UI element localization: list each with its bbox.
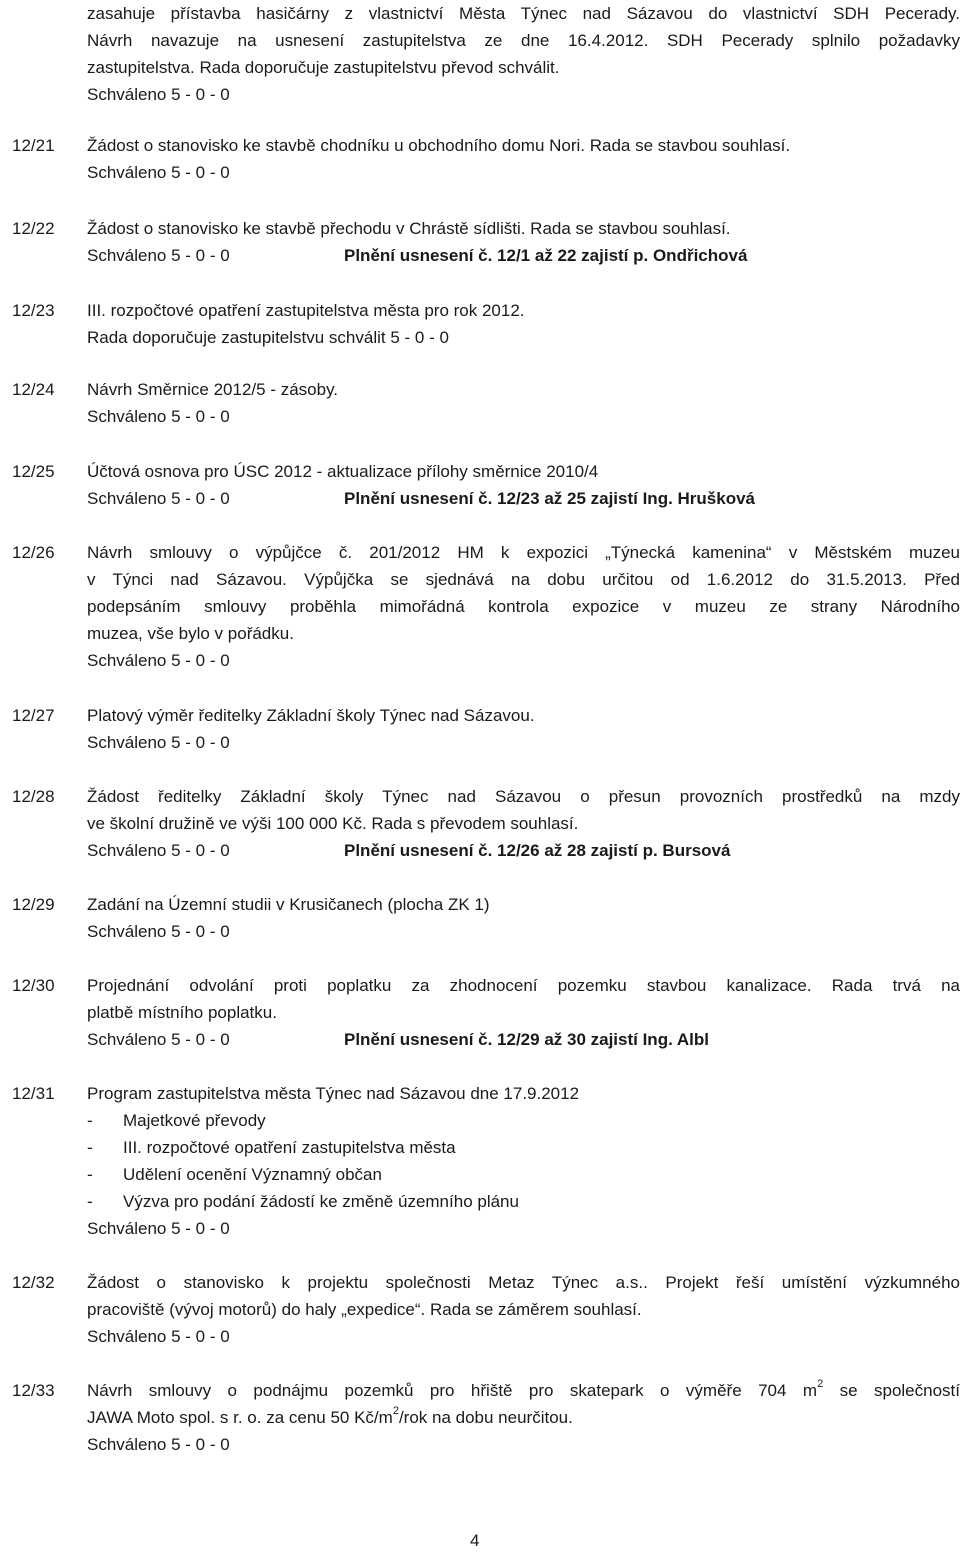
resolution-number: 12/32 [12, 1273, 55, 1292]
fulfillment-note: Plnění usnesení č. 12/23 až 25 zajistí Ing. Hrušková [344, 489, 756, 508]
intro-line-3: zastupitelstva. Rada doporučuje zastupitelstvu převod schválit. [87, 58, 560, 77]
resolution-text: Účtová osnova pro ÚSC 2012 - aktualizace přílohy směrnice 2010/4 [87, 462, 599, 481]
resolution-text: III. rozpočtové opatření zastupitelstva města pro rok 2012. [87, 301, 525, 320]
resolution-number: 12/27 [12, 706, 55, 725]
resolution-text: pracoviště (vývoj motorů) do haly „expedice“. Rada se záměrem souhlasí. [87, 1300, 642, 1319]
resolution-text: Platový výměr ředitelky Základní školy Týnec nad Sázavou. [87, 706, 535, 725]
resolution-number: 12/26 [12, 543, 55, 562]
list-item: - Výzva pro podání žádostí ke změně územního plánu [87, 1188, 960, 1215]
resolution-text: muzea, vše bylo v pořádku. [87, 624, 294, 643]
resolution-text: platbě místního poplatku. [87, 1003, 277, 1022]
resolution-text: v Týnci nad Sázavou. Výpůjčka se sjednává na dobu určitou od 1.6.2012 do 31.5.2013. Před [87, 570, 960, 589]
resolution-number: 12/29 [12, 895, 55, 914]
resolution-text: Žádost o stanovisko k projektu společnosti Metaz Týnec a.s.. Projekt řeší umístění výzkumného [87, 1273, 960, 1292]
resolution-text: Žádost o stanovisko ke stavbě chodníku u obchodního domu Nori. Rada se stavbou souhlasí. [87, 136, 791, 155]
resolution-text: JAWA Moto spol. s r. o. za cenu 50 $Kč/m^2$/rok na dobu neurčitou. [87, 1405, 573, 1427]
resolution-approval: Schváleno 5 - 0 - 0 [87, 489, 230, 508]
resolution-number: 12/22 [12, 219, 55, 238]
resolution-approval-line [87, 837, 960, 864]
list-bullet: - [87, 1138, 93, 1157]
resolution-approval-line [87, 242, 960, 269]
resolution-text: Program zastupitelstva města Týnec nad Sázavou dne 17.9.2012 [87, 1084, 580, 1103]
intro-line-2: Návrh navazuje na usnesení zastupitelstva ze dne 16.4.2012. SDH Pecerady splnilo požadavky [87, 31, 960, 50]
resolution-number: 12/24 [12, 380, 55, 399]
resolution-approval: Schváleno 5 - 0 - 0 [87, 407, 230, 426]
resolution-approval: Schváleno 5 - 0 - 0 [87, 841, 230, 860]
list-bullet: - [87, 1192, 93, 1211]
list-item: - III. rozpočtové opatření zastupitelstva města [87, 1134, 960, 1161]
resolution-approval: Schváleno 5 - 0 - 0 [87, 1435, 230, 1454]
list-bullet: - [87, 1111, 93, 1130]
resolution-approval-line [87, 1026, 960, 1053]
fulfillment-note: Plnění usnesení č. 12/1 až 22 zajistí p. Ondřichová [344, 246, 748, 265]
resolution-approval: Schváleno 5 - 0 - 0 [87, 651, 230, 670]
resolution-approval: Schváleno 5 - 0 - 0 [87, 163, 230, 182]
list-bullet: - [87, 1165, 93, 1184]
resolution-number: 12/23 [12, 301, 55, 320]
intro-approval: Schváleno 5 - 0 - 0 [87, 85, 230, 104]
resolution-approval: Schváleno 5 - 0 - 0 [87, 1030, 230, 1049]
resolution-number: 12/21 [12, 136, 55, 155]
resolution-number: 12/31 [12, 1084, 55, 1103]
resolution-number: 12/30 [12, 976, 55, 995]
list-item: - Udělení ocenění Významný občan [87, 1161, 960, 1188]
resolution-approval: Schváleno 5 - 0 - 0 [87, 1219, 230, 1238]
page-number: 4 [470, 1531, 480, 1550]
resolution-approval: Schváleno 5 - 0 - 0 [87, 1327, 230, 1346]
resolution-text: Návrh smlouvy o výpůjčce č. 201/2012 HM k expozici „Týnecká kamenina“ v Městském muzeu [87, 543, 960, 562]
fulfillment-note: Plnění usnesení č. 12/26 až 28 zajistí p. Bursová [344, 841, 731, 860]
list-item: - Majetkové převody [87, 1107, 960, 1134]
resolution-text: Rada doporučuje zastupitelstvu schválit 5 - 0 - 0 [87, 328, 449, 347]
resolution-text: Žádost o stanovisko ke stavbě přechodu v Chrástě sídlišti. Rada se stavbou souhlasí. [87, 219, 731, 238]
resolution-text: podepsáním smlouvy proběhla mimořádná kontrola expozice v muzeu ze strany Národního [87, 597, 960, 616]
intro-line-1: zasahuje přístavba hasičárny z vlastnictví Města Týnec nad Sázavou do vlastnictví SDH Pecerady. [87, 4, 960, 23]
resolution-text: Návrh Směrnice 2012/5 - zásoby. [87, 380, 339, 399]
resolution-text: Projednání odvolání proti poplatku za zhodnocení pozemku stavbou kanalizace. Rada trvá na [87, 976, 960, 995]
resolution-number: 12/25 [12, 462, 55, 481]
resolution-text: Žádost ředitelky Základní školy Týnec nad Sázavou o přesun provozních prostředků na mzdy [87, 787, 960, 806]
resolution-text: ve školní družině ve výši 100 000 Kč. Rada s převodem souhlasí. [87, 814, 579, 833]
resolution-number: 12/33 [12, 1381, 55, 1400]
resolution-number: 12/28 [12, 787, 55, 806]
fulfillment-note: Plnění usnesení č. 12/29 až 30 zajistí Ing. Albl [344, 1030, 710, 1049]
resolution-approval: Schváleno 5 - 0 - 0 [87, 246, 230, 265]
resolution-approval-line [87, 485, 960, 512]
resolution-text: Zadání na Územní studii v Krusičanech (plocha ZK 1) [87, 895, 490, 914]
resolution-approval: Schváleno 5 - 0 - 0 [87, 733, 230, 752]
resolution-approval: Schváleno 5 - 0 - 0 [87, 922, 230, 941]
resolution-text: Návrh smlouvy o podnájmu pozemků pro hřiště pro skatepark o výměře 704 $m^2$ se společností [87, 1378, 960, 1400]
